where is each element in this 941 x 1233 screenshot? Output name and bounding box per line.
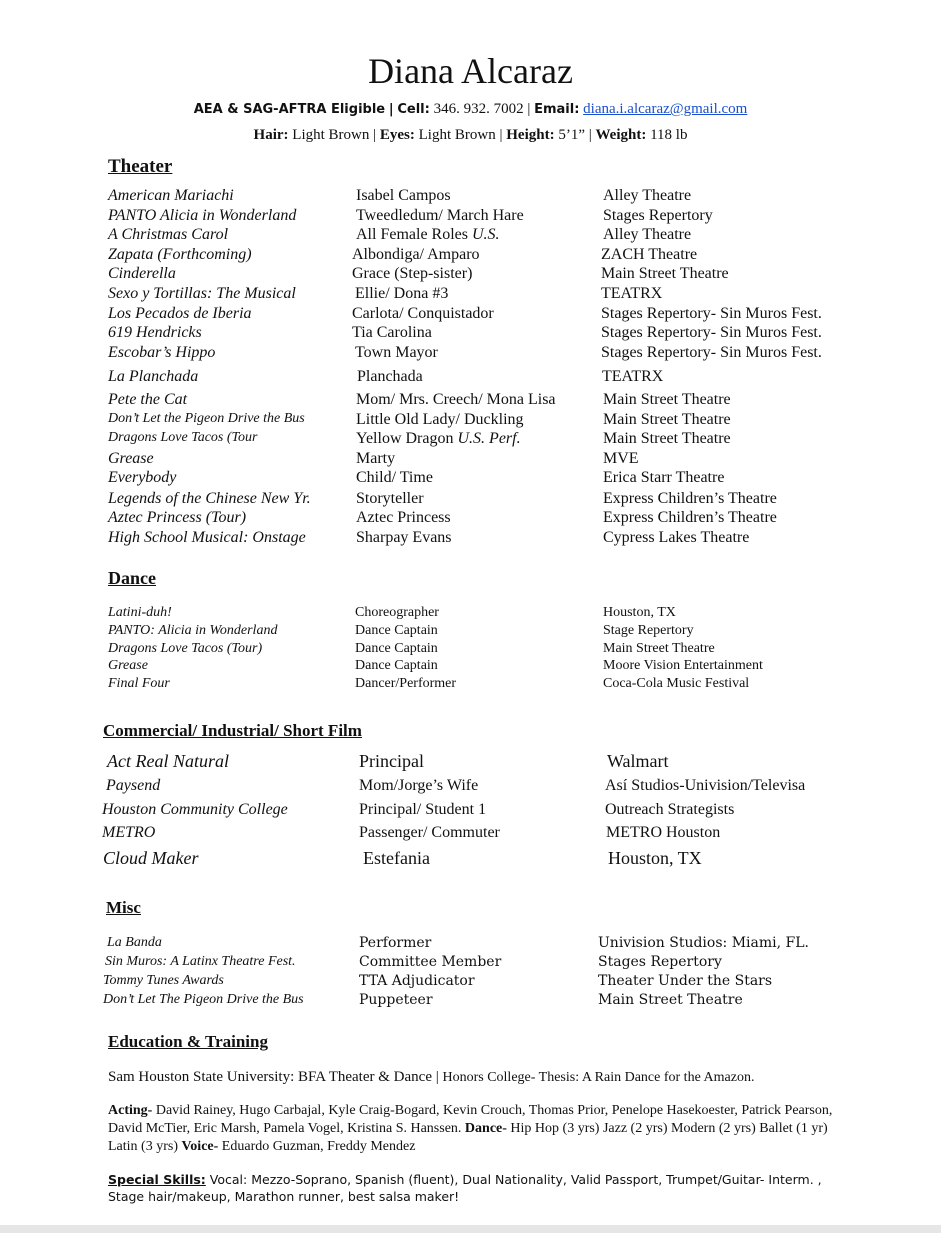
show-title: Dragons Love Tacos (Tour) bbox=[108, 641, 263, 656]
table-row bbox=[0, 450, 941, 470]
dance-label: Dance- bbox=[464, 1121, 507, 1136]
show-title: Don’t Let the Pigeon Drive the Bus bbox=[108, 411, 305, 426]
show-title: Houston Community College bbox=[102, 801, 288, 818]
company: MVE bbox=[603, 450, 639, 467]
table-row bbox=[0, 368, 941, 388]
show-title: METRO bbox=[102, 824, 156, 841]
company: Stages Repertory- Sin Muros Fest. bbox=[601, 305, 822, 322]
table-row bbox=[0, 509, 941, 529]
table-row bbox=[0, 529, 941, 549]
show-title: Don’t Let The Pigeon Drive the Bus bbox=[103, 992, 304, 1007]
role-text: All Female Roles bbox=[356, 226, 468, 243]
role: Dance Captain bbox=[355, 623, 438, 638]
role: Principal/ Student 1 bbox=[359, 801, 487, 818]
show-title: High School Musical: Onstage bbox=[108, 529, 306, 546]
role: Planchada bbox=[357, 368, 423, 385]
company: Erica Starr Theatre bbox=[603, 469, 725, 486]
role: Isabel Campos bbox=[356, 187, 451, 204]
company: TEATRX bbox=[601, 285, 663, 302]
role: Child/ Time bbox=[356, 469, 433, 486]
role: Town Mayor bbox=[355, 344, 438, 361]
company: METRO Houston bbox=[606, 824, 721, 841]
company: TEATRX bbox=[602, 368, 664, 385]
table-row bbox=[0, 824, 941, 844]
table-row bbox=[0, 411, 941, 431]
role: Mom/Jorge’s Wife bbox=[359, 777, 479, 794]
role: Ellie/ Dona #3 bbox=[355, 285, 449, 302]
company: Houston, TX bbox=[608, 848, 702, 868]
height-value: 5’1” bbox=[558, 127, 585, 143]
table-row bbox=[0, 848, 941, 868]
table-row bbox=[0, 658, 941, 678]
table-row bbox=[0, 623, 941, 643]
show-title: Cinderella bbox=[108, 265, 176, 282]
show-title: Dragons Love Tacos (Tour bbox=[108, 430, 258, 445]
education-title: Education & Training bbox=[108, 1032, 268, 1051]
role: Principal bbox=[359, 751, 424, 771]
bottom-edge bbox=[0, 1225, 941, 1233]
eyes-value: Light Brown bbox=[418, 127, 496, 143]
role: Dance Captain bbox=[355, 658, 438, 673]
show-title: 619 Hendricks bbox=[108, 324, 202, 341]
show-title: A Christmas Carol bbox=[108, 226, 229, 243]
table-row bbox=[0, 751, 941, 771]
table-row bbox=[0, 935, 941, 955]
honors-thesis: Honors College- Thesis: A Rain Dance for the Amazon. bbox=[442, 1070, 755, 1085]
show-title: Paysend bbox=[106, 777, 161, 794]
role: Puppeteer bbox=[359, 992, 433, 1008]
commercial-title: Commercial/ Industrial/ Short Film bbox=[103, 721, 362, 740]
company: Walmart bbox=[607, 751, 669, 771]
company: Moore Vision Entertainment bbox=[603, 658, 763, 673]
company: Main Street Theatre bbox=[603, 641, 715, 656]
company: Main Street Theatre bbox=[603, 430, 731, 447]
weight-label: Weight: bbox=[595, 127, 647, 143]
theater-title: Theater bbox=[108, 156, 173, 177]
role: Dance Captain bbox=[355, 641, 438, 656]
show-title: Pete the Cat bbox=[108, 391, 188, 408]
table-row bbox=[0, 490, 941, 510]
show-title: Zapata (Forthcoming) bbox=[108, 246, 252, 263]
table-row bbox=[0, 344, 941, 364]
company: Express Children’s Theatre bbox=[603, 490, 777, 507]
role: Marty bbox=[356, 450, 396, 467]
company: Alley Theatre bbox=[603, 226, 692, 243]
company: Así Studios-Univision/Televisa bbox=[605, 777, 806, 794]
role: Sharpay Evans bbox=[356, 529, 452, 546]
table-row bbox=[0, 992, 941, 1012]
role: Committee Member bbox=[359, 954, 502, 970]
role-text: Yellow Dragon bbox=[356, 430, 454, 447]
special-skills-text: Vocal: Mezzo-Soprano, Spanish (fluent), Dual Nationality, Valid Passport, Trumpet/Guitar- Interm. , Stage hair/makeup, Marathon runner, best salsa maker! bbox=[108, 1172, 822, 1204]
role: Tia Carolina bbox=[352, 324, 432, 341]
degree: Sam Houston State University: BFA Theater & Dance | bbox=[108, 1069, 439, 1085]
show-title: Los Pecados de Iberia bbox=[108, 305, 252, 322]
role: Performer bbox=[359, 935, 432, 951]
show-title: Grease bbox=[108, 450, 154, 467]
table-row bbox=[0, 777, 941, 797]
misc-title: Misc bbox=[106, 898, 141, 917]
company: ZACH Theatre bbox=[601, 246, 698, 263]
email-link[interactable]: diana.i.alcaraz@gmail.com bbox=[583, 101, 748, 117]
company: Stages Repertory bbox=[603, 207, 713, 224]
role: Storyteller bbox=[356, 490, 424, 507]
show-title: Legends of the Chinese New Yr. bbox=[108, 490, 311, 507]
show-title: Grease bbox=[108, 658, 148, 673]
table-row bbox=[0, 430, 941, 450]
stats-line: Hair: Light Brown | Eyes: Light Brown | Height: 5’1” | Weight: 118 lb bbox=[253, 127, 688, 143]
role: Tweedledum/ March Hare bbox=[356, 207, 524, 224]
table-row bbox=[0, 469, 941, 489]
role: Albondiga/ Amparo bbox=[352, 246, 480, 263]
show-title: Cloud Maker bbox=[103, 848, 199, 868]
special-skills bbox=[108, 1171, 838, 1205]
role-note: U.S. bbox=[471, 226, 500, 243]
table-row bbox=[0, 207, 941, 227]
role: Passenger/ Commuter bbox=[359, 824, 500, 841]
table-row bbox=[0, 324, 941, 344]
show-title: PANTO: Alicia in Wonderland bbox=[108, 623, 278, 638]
company: Univision Studios: Miami, FL. bbox=[598, 935, 809, 951]
company: Cypress Lakes Theatre bbox=[603, 529, 750, 546]
special-skills-label: Special Skills: bbox=[108, 1172, 206, 1187]
company: Main Street Theatre bbox=[603, 411, 731, 428]
company: Stages Repertory bbox=[598, 954, 722, 970]
table-row bbox=[0, 605, 941, 625]
company: Express Children’s Theatre bbox=[603, 509, 777, 526]
union-status: AEA & SAG-AFTRA Eligible bbox=[193, 102, 386, 117]
show-title: Act Real Natural bbox=[107, 751, 229, 771]
show-title: La Planchada bbox=[108, 368, 199, 385]
company: Stages Repertory- Sin Muros Fest. bbox=[601, 324, 822, 341]
role: Mom/ Mrs. Creech/ Mona Lisa bbox=[356, 391, 556, 408]
dance-training: Hip Hop (3 yrs) Jazz (2 yrs) Modern (2 yrs) Ballet (1 yr) Latin (3 yrs) bbox=[108, 1121, 828, 1154]
company: Theater Under the Stars bbox=[598, 973, 773, 989]
show-title: Latini-duh! bbox=[108, 605, 172, 620]
show-title: Sin Muros: A Latinx Theatre Fest. bbox=[105, 954, 296, 969]
table-row bbox=[0, 226, 941, 246]
voice-teachers: Eduardo Guzman, Freddy Mendez bbox=[221, 1139, 416, 1154]
role: Little Old Lady/ Duckling bbox=[356, 411, 524, 428]
table-row bbox=[0, 265, 941, 285]
role-note: U.S. Perf. bbox=[457, 430, 521, 447]
table-row bbox=[0, 973, 941, 993]
table-row bbox=[0, 187, 941, 207]
role: Estefania bbox=[363, 848, 430, 868]
role bbox=[356, 430, 521, 448]
role: TTA Adjudicator bbox=[359, 973, 475, 989]
company: Main Street Theatre bbox=[601, 265, 729, 282]
acting-teachers: David Rainey, Hugo Carbajal, Kyle Craig-Bogard, Kevin Crouch, Thomas Prior, Penelope Hasekoester, Patrick Pearson, David McTier, Eric Marsh, Pamela Vogel, Kristina S. Hanssen. bbox=[108, 1103, 833, 1136]
show-title: Aztec Princess (Tour) bbox=[108, 509, 247, 526]
show-title: Tommy Tunes Awards bbox=[103, 973, 224, 988]
hair-value: Light Brown bbox=[292, 127, 370, 143]
role: Choreographer bbox=[355, 605, 439, 620]
company: Houston, TX bbox=[603, 605, 676, 620]
weight-value: 118 lb bbox=[650, 127, 688, 143]
table-row bbox=[0, 391, 941, 411]
company: Main Street Theatre bbox=[598, 992, 743, 1008]
company: Coca-Cola Music Festival bbox=[603, 676, 750, 691]
resume-name: Diana Alcaraz bbox=[368, 51, 573, 91]
show-title: La Banda bbox=[107, 935, 162, 950]
show-title: Everybody bbox=[108, 469, 177, 486]
role: Aztec Princess bbox=[356, 509, 451, 526]
show-title: Sexo y Tortillas: The Musical bbox=[108, 285, 296, 302]
voice-label: Voice- bbox=[181, 1139, 219, 1154]
company: Stages Repertory- Sin Muros Fest. bbox=[601, 344, 822, 361]
company: Outreach Strategists bbox=[605, 801, 735, 818]
show-title: Escobar’s Hippo bbox=[108, 344, 216, 361]
acting-label: Acting- bbox=[108, 1103, 153, 1118]
height-label: Height: bbox=[506, 127, 555, 143]
eyes-label: Eyes: bbox=[379, 127, 415, 143]
role: Dancer/Performer bbox=[355, 676, 457, 691]
table-row bbox=[0, 246, 941, 266]
show-title: PANTO Alicia in Wonderland bbox=[108, 207, 297, 224]
email-label: Email: bbox=[534, 102, 580, 117]
degree-line bbox=[108, 1068, 838, 1087]
role: Carlota/ Conquistador bbox=[352, 305, 494, 322]
table-row bbox=[0, 801, 941, 821]
table-row bbox=[0, 305, 941, 325]
role: Grace (Step-sister) bbox=[352, 265, 473, 282]
table-row bbox=[0, 676, 941, 696]
hair-label: Hair: bbox=[253, 127, 289, 143]
company: Main Street Theatre bbox=[603, 391, 731, 408]
show-title: American Mariachi bbox=[108, 187, 234, 204]
company: Alley Theatre bbox=[603, 187, 692, 204]
cell-label: Cell: bbox=[397, 102, 430, 117]
contact-line: AEA & SAG-AFTRA Eligible | Cell: 346. 932. 7002 | Email: diana.i.alcaraz@gmail.com bbox=[193, 101, 748, 117]
cell-number: 346. 932. 7002 bbox=[433, 101, 524, 117]
role bbox=[356, 226, 500, 244]
training-paragraph bbox=[108, 1102, 838, 1156]
table-row bbox=[0, 285, 941, 305]
company: Stage Repertory bbox=[603, 623, 694, 638]
show-title: Final Four bbox=[108, 676, 170, 691]
dance-title: Dance bbox=[108, 568, 156, 588]
table-row bbox=[0, 954, 941, 974]
